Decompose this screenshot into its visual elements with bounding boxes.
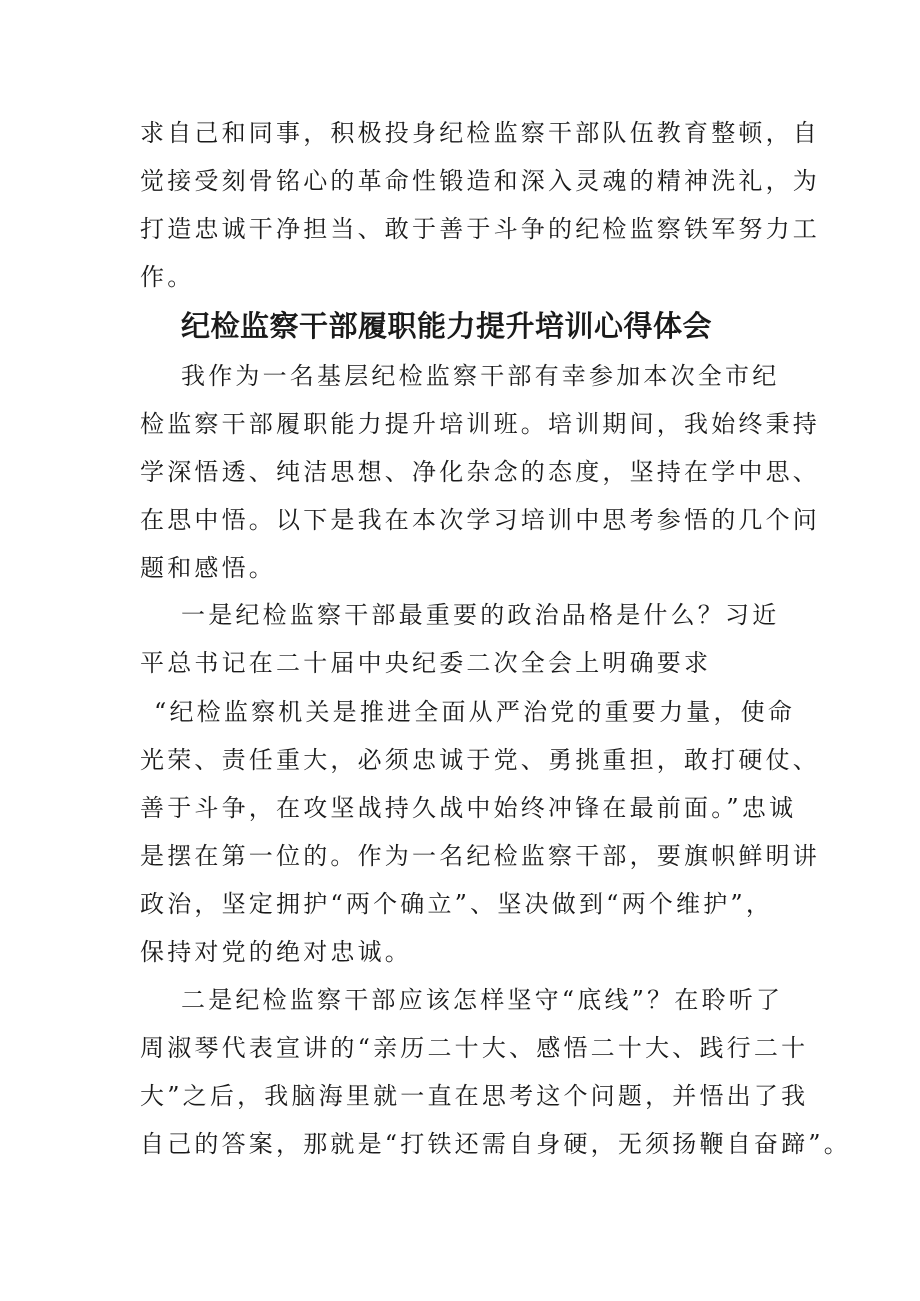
prev-section-line-4: 作。 xyxy=(140,263,195,291)
point1-line-5: 善于斗争，在攻坚战持久战中始终冲锋在最前面。”忠诚 xyxy=(140,794,797,822)
intro-line-3: 学深悟透、纯洁思想、净化杂念的态度，坚持在学中思、 xyxy=(140,458,820,486)
prev-section-line-2: 觉接受刻骨铭心的革命性锻造和深入灵魂的精神洗礼，为 xyxy=(140,167,820,195)
point1-line-8: 保持对党的绝对忠诚。 xyxy=(140,938,412,966)
point2-line-3: 大”之后，我脑海里就一直在思考这个问题，并悟出了我 xyxy=(140,1082,809,1110)
point2-line-4: 自己的答案，那就是“打铁还需自身硬，无须扬鞭自奋蹄”。 xyxy=(140,1130,851,1158)
point1-line-4: 光荣、责任重大，必须忠诚于党、勇挑重担，敢打硬仗、 xyxy=(140,746,820,774)
prev-section-line-1: 求自己和同事，积极投身纪检监察干部队伍教育整顿，自 xyxy=(140,119,820,147)
point2-line-1: 二是纪检监察干部应该怎样坚守“底线”？在聆听了 xyxy=(181,986,784,1014)
prev-section-line-3: 打造忠诚干净担当、敢于善于斗争的纪检监察铁军努力工 xyxy=(140,215,820,243)
point1-line-6: 是摆在第一位的。作为一名纪检监察干部，要旗帜鲜明讲 xyxy=(140,842,820,870)
intro-line-5: 题和感悟。 xyxy=(140,554,276,582)
point1-line-7: 政治，坚定拥护“两个确立”、坚决做到“两个维护”， xyxy=(140,890,774,918)
point1-line-3: “纪检监察机关是推进全面从严治党的重要力量，使命 xyxy=(154,698,796,726)
point1-line-2: 平总书记在二十届中央纪委二次全会上明确要求 xyxy=(140,649,712,677)
point2-line-2: 周淑琴代表宣讲的“亲历二十大、感悟二十大、践行二十 xyxy=(140,1034,809,1062)
intro-line-2: 检监察干部履职能力提升培训班。培训期间，我始终秉持 xyxy=(140,410,820,438)
article-title: 纪检监察干部履职能力提升培训心得体会 xyxy=(181,309,713,343)
point1-line-1: 一是纪检监察干部最重要的政治品格是什么？习近 xyxy=(181,601,780,629)
intro-line-4: 在思中悟。以下是我在本次学习培训中思考参悟的几个问 xyxy=(140,506,820,534)
intro-line-1: 我作为一名基层纪检监察干部有幸参加本次全市纪 xyxy=(181,362,780,390)
